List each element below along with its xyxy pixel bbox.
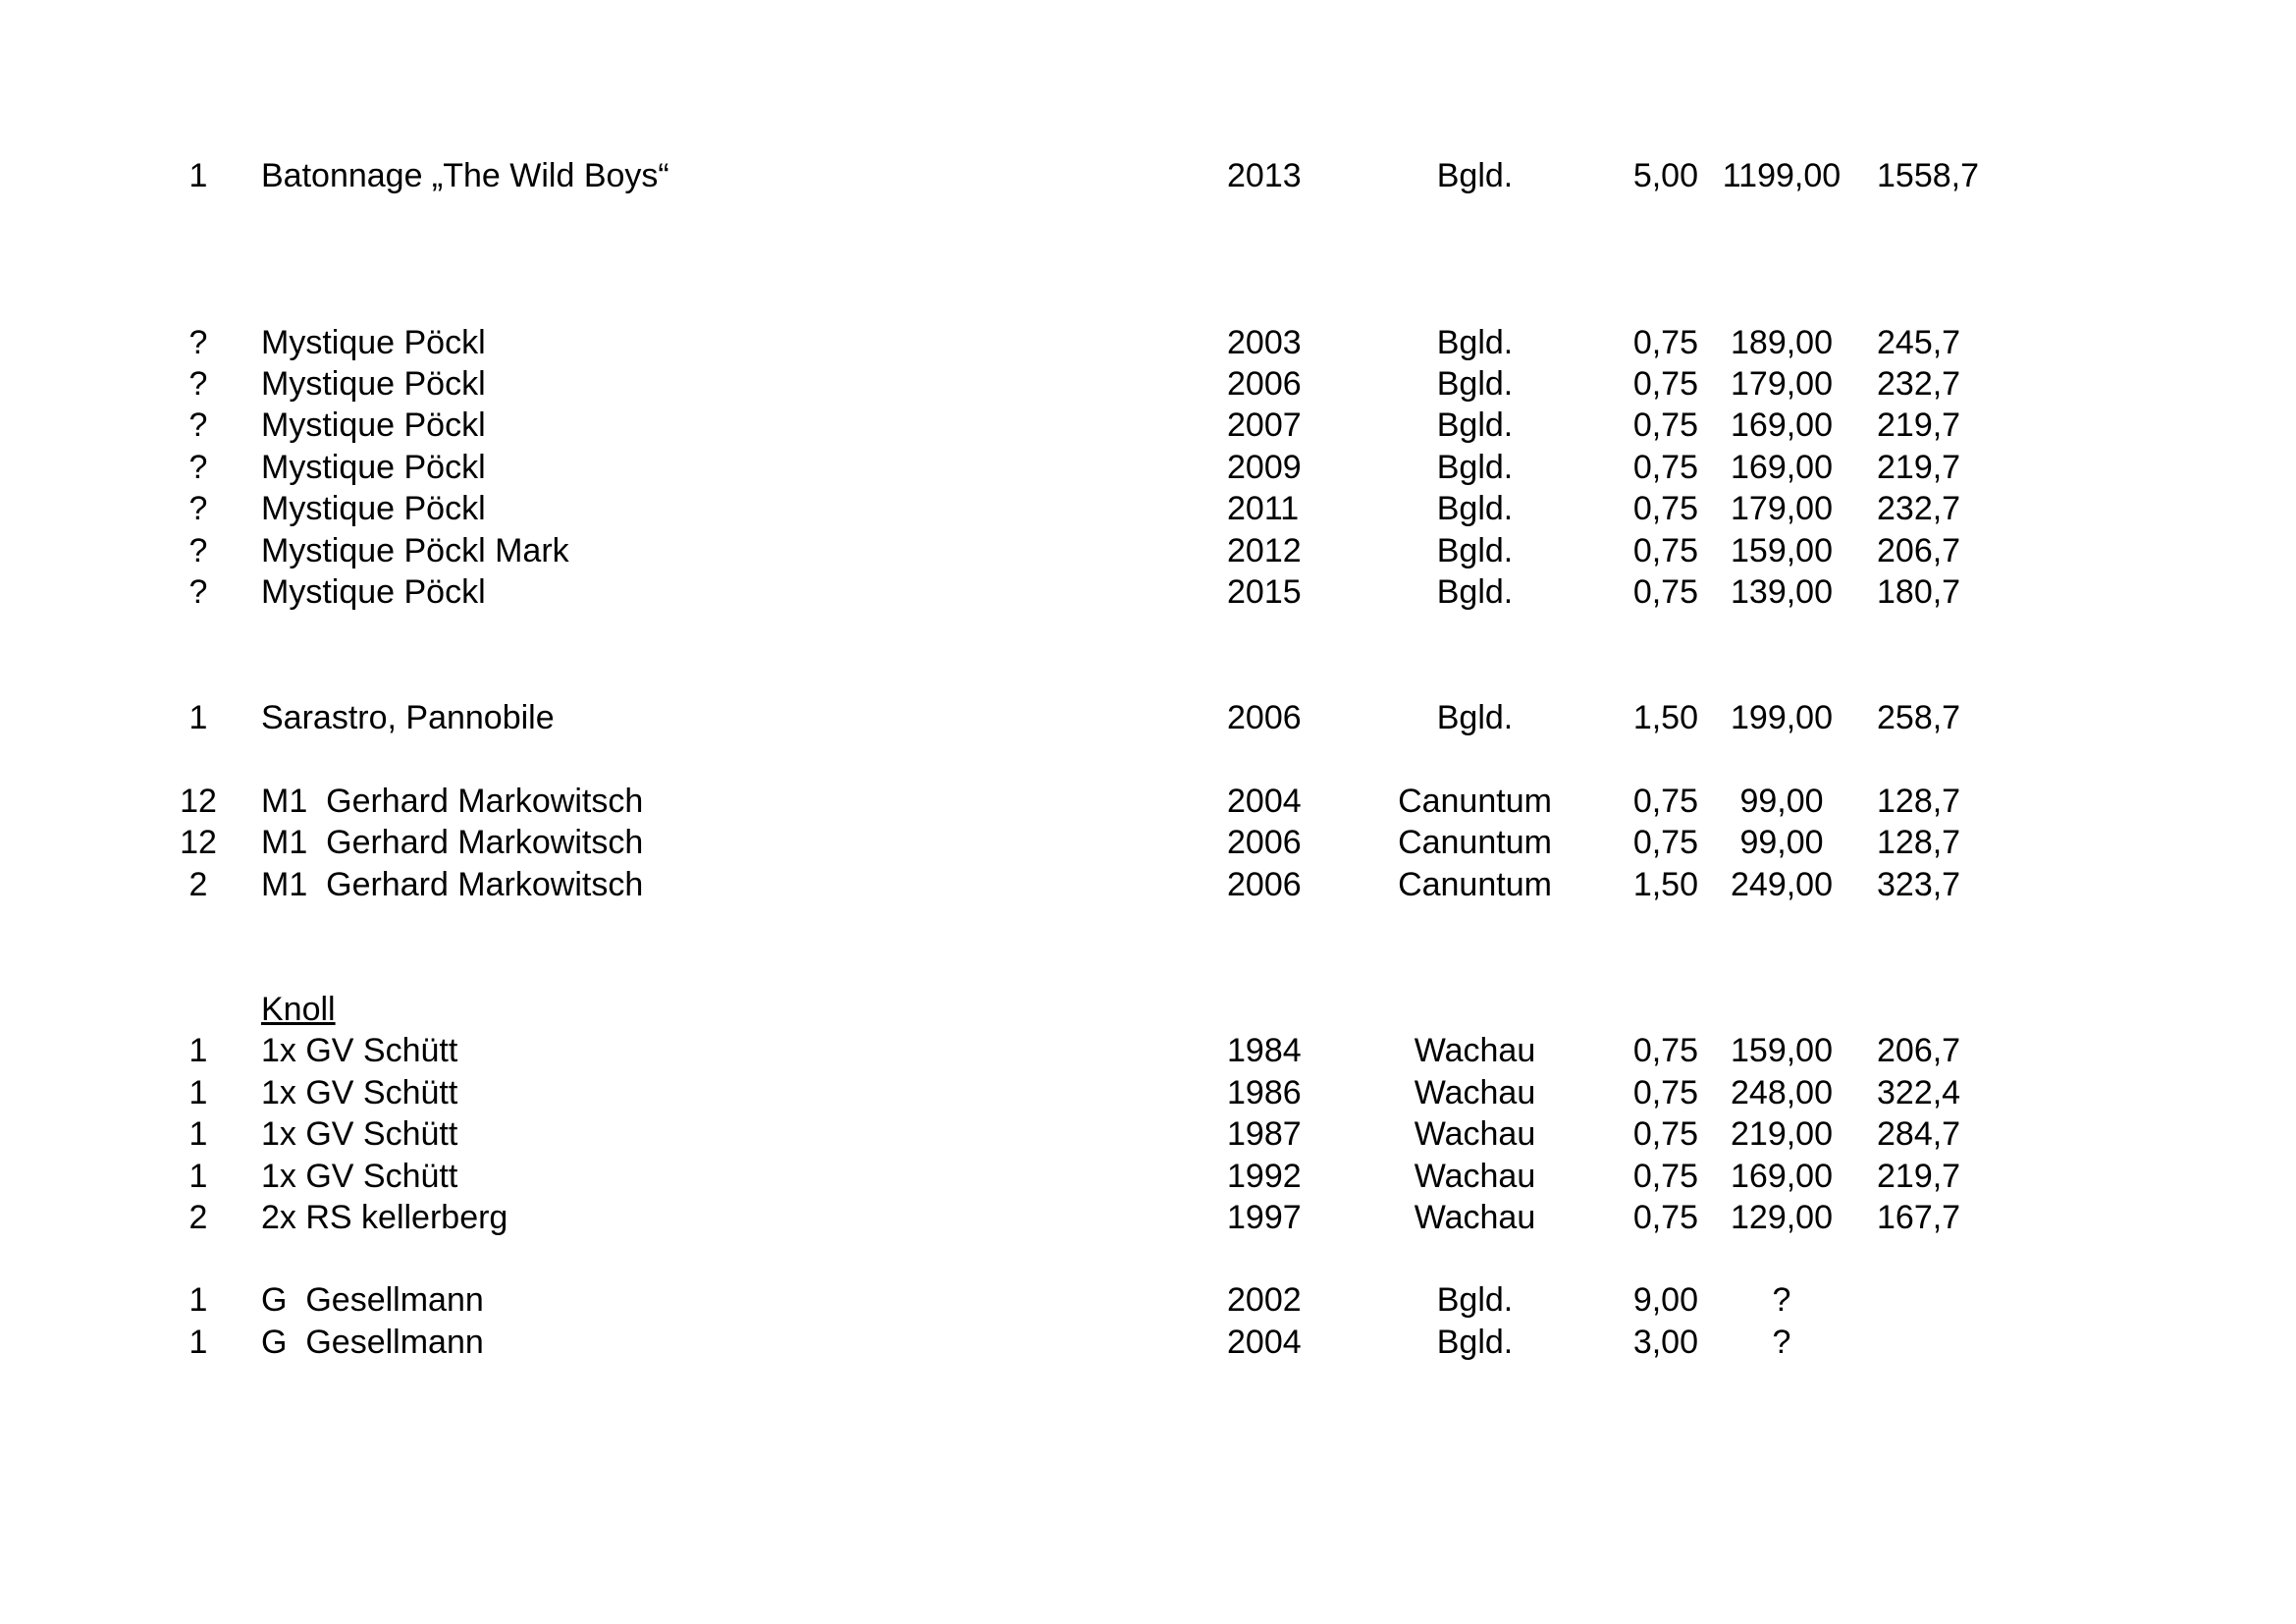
- price-cell: 159,00: [1731, 532, 1833, 569]
- bottle-size-cell: 0,75: [1632, 1074, 1698, 1111]
- table-row: [0, 864, 2296, 905]
- bottle-size-cell: 5,00: [1632, 157, 1698, 194]
- price-cell: 248,00: [1731, 1074, 1833, 1111]
- bottle-size-cell: 0,75: [1632, 824, 1698, 861]
- wine-name-cell: 1x GV Schütt: [261, 1074, 458, 1111]
- vintage-cell: 2012: [1227, 532, 1302, 569]
- region-cell: Bgld.: [1436, 532, 1514, 569]
- region-cell: Wachau: [1414, 1074, 1536, 1111]
- table-row: [0, 571, 2296, 613]
- total-cell: [1877, 1322, 2024, 1363]
- wine-name-cell: M1 Gerhard Markowitsch: [261, 866, 644, 903]
- region-cell: Bgld.: [1436, 324, 1514, 361]
- price-cell: 219,00: [1731, 1115, 1833, 1153]
- wine-name-cell: Mystique Pöckl: [261, 449, 486, 486]
- wine-name-cell: Sarastro, Pannobile: [261, 699, 555, 736]
- total-cell: 258,7: [1877, 699, 1961, 736]
- price-cell: 169,00: [1731, 406, 1833, 444]
- region-cell: Bgld.: [1436, 573, 1514, 611]
- table-row: [0, 781, 2296, 822]
- vintage-cell: 1992: [1227, 1158, 1302, 1195]
- quantity-cell: 1: [188, 1032, 208, 1069]
- vintage-cell: 2006: [1227, 365, 1302, 403]
- quantity-cell: ?: [188, 324, 208, 361]
- region-cell: Wachau: [1414, 1115, 1536, 1153]
- region-cell: Wachau: [1414, 1158, 1536, 1195]
- total-cell: 1558,7: [1877, 157, 1979, 194]
- vintage-cell: 2004: [1227, 783, 1302, 820]
- total-cell: 128,7: [1877, 824, 1961, 861]
- region-cell: Wachau: [1414, 1199, 1536, 1236]
- quantity-cell: 1: [188, 699, 208, 736]
- bottle-size-cell: 0,75: [1632, 783, 1698, 820]
- table-row: [0, 155, 2296, 196]
- total-cell: 180,7: [1877, 573, 1961, 611]
- table-row: [0, 363, 2296, 405]
- quantity-cell: 1: [188, 1158, 208, 1195]
- section-heading-row: [0, 989, 2296, 1030]
- vintage-cell: 2007: [1227, 406, 1302, 444]
- wine-name-cell: 1x GV Schütt: [261, 1115, 458, 1153]
- region-cell: Wachau: [1414, 1032, 1536, 1069]
- price-cell: 1199,00: [1722, 157, 1842, 194]
- price-cell: 129,00: [1731, 1199, 1833, 1236]
- region-cell: Bgld.: [1436, 157, 1514, 194]
- price-cell: 189,00: [1731, 324, 1833, 361]
- total-cell: 232,7: [1877, 365, 1961, 403]
- vintage-cell: 2006: [1227, 866, 1302, 903]
- quantity-cell: 1: [188, 1281, 208, 1319]
- bottle-size-cell: 0,75: [1632, 324, 1698, 361]
- price-cell: ?: [1772, 1281, 1791, 1319]
- total-cell: 232,7: [1877, 490, 1961, 527]
- region-cell: Canuntum: [1398, 783, 1552, 820]
- quantity-cell: ?: [188, 532, 208, 569]
- table-row: [0, 1113, 2296, 1155]
- vintage-cell: 2004: [1227, 1324, 1302, 1361]
- price-cell: 179,00: [1731, 365, 1833, 403]
- table-row: [0, 1030, 2296, 1071]
- vintage-cell: 2013: [1227, 157, 1302, 194]
- price-cell: 199,00: [1731, 699, 1833, 736]
- total-cell: 167,7: [1877, 1199, 1961, 1236]
- price-cell: 169,00: [1731, 449, 1833, 486]
- region-cell: Bgld.: [1436, 365, 1514, 403]
- total-cell: 323,7: [1877, 866, 1961, 903]
- bottle-size-cell: 1,50: [1632, 866, 1698, 903]
- quantity-cell: 1: [188, 157, 208, 194]
- quantity-cell: 1: [188, 1324, 208, 1361]
- quantity-cell: ?: [188, 406, 208, 444]
- total-cell: 206,7: [1877, 1032, 1961, 1069]
- total-cell: 322,4: [1877, 1074, 1961, 1111]
- quantity-cell: ?: [188, 573, 208, 611]
- price-cell: 249,00: [1731, 866, 1833, 903]
- table-row: [0, 822, 2296, 863]
- wine-name-cell: G Gesellmann: [261, 1324, 484, 1361]
- region-cell: Bgld.: [1436, 449, 1514, 486]
- region-cell: Bgld.: [1436, 490, 1514, 527]
- vintage-cell: 2006: [1227, 699, 1302, 736]
- vintage-cell: 1986: [1227, 1074, 1302, 1111]
- region-cell: Canuntum: [1398, 824, 1552, 861]
- vintage-cell: 1987: [1227, 1115, 1302, 1153]
- total-cell: [1877, 1279, 2024, 1321]
- wine-name-cell: Mystique Pöckl: [261, 365, 486, 403]
- quantity-cell: 2: [188, 866, 208, 903]
- wine-name-cell: G Gesellmann: [261, 1281, 484, 1319]
- wine-name-cell: M1 Gerhard Markowitsch: [261, 783, 644, 820]
- price-cell: 169,00: [1731, 1158, 1833, 1195]
- vintage-cell: 2003: [1227, 324, 1302, 361]
- table-row: [0, 1322, 2296, 1363]
- vintage-cell: 2011: [1227, 490, 1300, 527]
- table-row: [0, 697, 2296, 738]
- quantity-cell: 2: [188, 1199, 208, 1236]
- wine-name-cell: Mystique Pöckl Mark: [261, 532, 569, 569]
- price-cell: 179,00: [1731, 490, 1833, 527]
- bottle-size-cell: 0,75: [1632, 1032, 1698, 1069]
- bottle-size-cell: 0,75: [1632, 532, 1698, 569]
- price-cell: 159,00: [1731, 1032, 1833, 1069]
- quantity-cell: 12: [180, 824, 217, 861]
- price-cell: 139,00: [1731, 573, 1833, 611]
- wine-name-cell: 1x GV Schütt: [261, 1032, 458, 1069]
- quantity-cell: 1: [188, 1115, 208, 1153]
- bottle-size-cell: 0,75: [1632, 406, 1698, 444]
- price-cell: ?: [1772, 1324, 1791, 1361]
- total-cell: 219,7: [1877, 449, 1961, 486]
- wine-name-cell: 2x RS kellerberg: [261, 1199, 508, 1236]
- region-cell: Bgld.: [1436, 406, 1514, 444]
- quantity-cell: 12: [180, 783, 217, 820]
- vintage-cell: 2002: [1227, 1281, 1302, 1319]
- vintage-cell: 2015: [1227, 573, 1302, 611]
- quantity-cell: ?: [188, 365, 208, 403]
- table-row: [0, 1156, 2296, 1197]
- total-cell: 206,7: [1877, 532, 1961, 569]
- table-row: [0, 1072, 2296, 1113]
- wine-name-cell: Mystique Pöckl: [261, 324, 486, 361]
- wine-name-cell: Mystique Pöckl: [261, 573, 486, 611]
- wine-name-cell: Batonnage „The Wild Boys“: [261, 157, 669, 194]
- bottle-size-cell: 0,75: [1632, 573, 1698, 611]
- total-cell: 284,7: [1877, 1115, 1961, 1153]
- quantity-cell: ?: [188, 449, 208, 486]
- bottle-size-cell: 1,50: [1632, 699, 1698, 736]
- table-row: [0, 1197, 2296, 1238]
- total-cell: 128,7: [1877, 783, 1961, 820]
- price-cell: 99,00: [1739, 824, 1824, 861]
- region-cell: Bgld.: [1436, 699, 1514, 736]
- wine-name-cell: Mystique Pöckl: [261, 406, 486, 444]
- table-row: [0, 488, 2296, 529]
- table-row: [0, 405, 2296, 446]
- wine-name-cell: 1x GV Schütt: [261, 1158, 458, 1195]
- table-row: [0, 447, 2296, 488]
- wine-name-cell: Mystique Pöckl: [261, 490, 486, 527]
- bottle-size-cell: 0,75: [1632, 449, 1698, 486]
- price-cell: 99,00: [1739, 783, 1824, 820]
- vintage-cell: 1997: [1227, 1199, 1302, 1236]
- region-cell: Bgld.: [1436, 1281, 1514, 1319]
- section-heading-knoll: Knoll: [261, 991, 336, 1028]
- bottle-size-cell: 0,75: [1632, 1158, 1698, 1195]
- table-row: [0, 322, 2296, 363]
- bottle-size-cell: 0,75: [1632, 1115, 1698, 1153]
- vintage-cell: 2006: [1227, 824, 1302, 861]
- vintage-cell: 2009: [1227, 449, 1302, 486]
- bottle-size-cell: 3,00: [1632, 1324, 1698, 1361]
- total-cell: 219,7: [1877, 1158, 1961, 1195]
- bottle-size-cell: 0,75: [1632, 490, 1698, 527]
- region-cell: Bgld.: [1436, 1324, 1514, 1361]
- bottle-size-cell: 0,75: [1632, 1199, 1698, 1236]
- region-cell: Canuntum: [1398, 866, 1552, 903]
- total-cell: 219,7: [1877, 406, 1961, 444]
- table-row: [0, 1279, 2296, 1321]
- quantity-cell: 1: [188, 1074, 208, 1111]
- table-row: [0, 530, 2296, 571]
- vintage-cell: 1984: [1227, 1032, 1302, 1069]
- bottle-size-cell: 9,00: [1632, 1281, 1698, 1319]
- wine-name-cell: M1 Gerhard Markowitsch: [261, 824, 644, 861]
- total-cell: 245,7: [1877, 324, 1961, 361]
- bottle-size-cell: 0,75: [1632, 365, 1698, 403]
- quantity-cell: ?: [188, 490, 208, 527]
